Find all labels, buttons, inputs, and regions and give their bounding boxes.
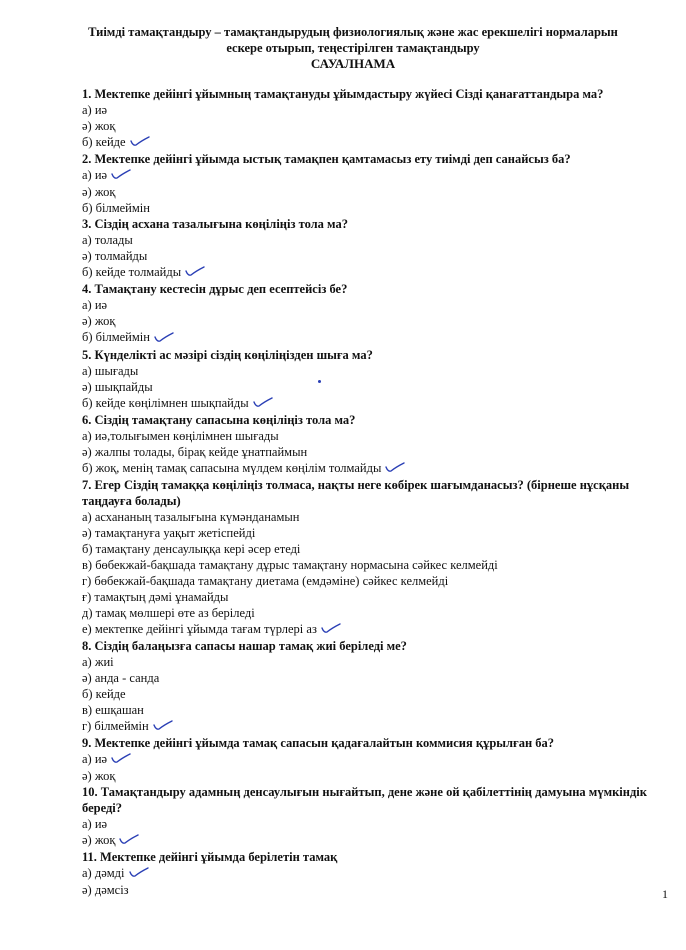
handwritten-check-icon xyxy=(129,866,149,882)
answer-option-label: а) иә xyxy=(82,103,108,117)
question-10: 10. Тамақтандыру адамның денсаулығын нығайтып, дене және ой қабілеттінің дамуына мүмкіндік береді? xyxy=(82,785,647,816)
answer-option-label: а) толады xyxy=(82,233,133,248)
handwritten-check-icon xyxy=(119,833,139,849)
answer-option-label: а) иә xyxy=(82,168,108,183)
answer-option-label: а) шығады xyxy=(82,363,139,378)
answer-option[interactable] xyxy=(82,118,662,134)
answer-option[interactable] xyxy=(82,232,662,248)
question-1: 1. Мектепке дейінгі ұйымның тамақтануды ұйымдастыру жүйесі Сізді қанағаттандыра ма? xyxy=(82,87,604,101)
answer-option[interactable] xyxy=(82,718,662,735)
answer-option[interactable] xyxy=(82,621,662,638)
handwritten-check-icon xyxy=(385,461,405,477)
answer-option-label: ә) жоқ xyxy=(82,185,116,200)
answer-option[interactable] xyxy=(82,832,662,849)
handwritten-check-icon xyxy=(321,622,341,638)
answer-option[interactable] xyxy=(82,102,662,118)
answer-option[interactable] xyxy=(82,379,662,395)
question-8: 8. Сіздің балаңызға сапасы нашар тамақ жиі беріледі ме? xyxy=(82,638,407,653)
answer-option[interactable] xyxy=(82,134,662,151)
answer-option-label: в) ешқашан xyxy=(82,702,144,717)
question-4: 4. Тамақтану кестесін дұрыс деп есептейсіз бе? xyxy=(82,282,348,297)
answer-option[interactable] xyxy=(82,363,662,379)
question-9: 9. Мектепке дейінгі ұйымда тамақ сапасын қадағалайтын коммисия құрылған ба? xyxy=(82,736,555,750)
answer-option[interactable] xyxy=(82,573,662,589)
answer-option-label: а) иә xyxy=(82,752,108,766)
answer-option-label: ә) анда - санда xyxy=(82,670,160,685)
answer-option-label: г) бөбекжай-бақшада тамақтану диетама (емдәміне) сәйкес келмейді xyxy=(82,573,449,588)
answer-option[interactable] xyxy=(82,184,662,200)
handwritten-check-icon xyxy=(154,331,174,347)
answer-option-label: а) асхананың тазалығына күмәнданамын xyxy=(82,509,300,524)
answer-option-label: ә) шықпайды xyxy=(82,379,153,394)
answer-option-label: г) білмеймін xyxy=(82,718,149,733)
answer-option-label: ә) жоқ xyxy=(82,314,116,329)
header-title-line-1: Тиімді тамақтандыру – тамақтандырудың физиологиялық және жас ерекшелігі нормаларын xyxy=(88,25,618,39)
answer-option[interactable] xyxy=(82,605,662,621)
answer-option[interactable] xyxy=(82,751,662,768)
answer-option[interactable] xyxy=(82,882,662,898)
answer-option[interactable] xyxy=(82,702,662,718)
answer-option[interactable] xyxy=(82,686,662,702)
answer-option[interactable] xyxy=(82,768,662,784)
answer-option-label: б) білмеймін xyxy=(82,330,150,345)
answer-option-label: б) кейде толмайды xyxy=(82,265,182,280)
questionnaire-body xyxy=(82,86,662,898)
answer-option-label: а) иә xyxy=(82,817,108,832)
question-2: 2. Мектепке дейінгі ұйымда ыстық тамақпен қамтамасыз ету тиімді деп санайсыз ба? xyxy=(82,152,571,167)
answer-option-label: е) мектепке дейінгі ұйымда тағам түрлері аз xyxy=(82,621,317,636)
answer-option-label: ә) жоқ xyxy=(82,833,116,848)
question-3: 3. Сіздің асхана тазалығына көңіліңіз тола ма? xyxy=(82,217,348,232)
handwritten-check-icon xyxy=(253,396,273,412)
answer-option[interactable] xyxy=(82,428,662,444)
answer-option-label: а) иә,толығымен көңілімнен шығады xyxy=(82,428,279,443)
answer-option-label: ғ) тамақтың дәмі ұнамайды xyxy=(82,589,229,604)
handwritten-check-icon xyxy=(111,168,131,184)
answer-option-label: ә) жалпы толады, бірақ кейде ұнатпаймын xyxy=(82,444,308,459)
question-6: 6. Сіздің тамақтану сапасына көңіліңіз тола ма? xyxy=(82,412,356,427)
handwritten-check-icon xyxy=(153,719,173,735)
answer-option-label: б) жоқ, менің тамақ сапасына мүлдем көңілім толмайды xyxy=(82,460,382,475)
answer-option-label: а) дәмді xyxy=(82,866,125,881)
answer-option-label: ә) жоқ xyxy=(82,119,116,133)
answer-option-label: а) иә xyxy=(82,298,108,313)
answer-option-label: д) тамақ мөлшері өте аз беріледі xyxy=(82,605,255,620)
answer-option-label: а) жиі xyxy=(82,654,114,669)
handwritten-check-icon xyxy=(111,752,131,768)
answer-option[interactable] xyxy=(82,444,662,460)
answer-option-label: ә) дәмсіз xyxy=(82,883,129,898)
handwritten-check-icon xyxy=(185,265,205,281)
answer-option[interactable] xyxy=(82,264,662,281)
handwritten-check-icon xyxy=(130,135,150,151)
answer-option[interactable] xyxy=(82,460,662,477)
page-number: 1 xyxy=(662,887,668,901)
answer-option-label: ә) жоқ xyxy=(82,769,116,784)
question-7: 7. Егер Сіздің тамаққа көңіліңіз толмаса, нақты неге көбірек шағымданасыз? (бірнеше нұсқаны таңдауға болады) xyxy=(82,477,630,508)
header-title-line-2: ескере отырып, теңестірілген тамақтандыру xyxy=(226,41,480,55)
answer-option-label: ә) тамақтануға уақыт жетіспейді xyxy=(82,525,256,540)
answer-option[interactable] xyxy=(82,313,662,329)
answer-option[interactable] xyxy=(82,557,662,573)
answer-option-label: в) бөбекжай-бақшада тамақтану дұрыс тамақтану нормасына сәйкес келмейді xyxy=(82,557,498,572)
answer-option[interactable] xyxy=(82,670,662,686)
question-11: 11. Мектепке дейінгі ұйымда берілетін тамақ xyxy=(82,850,338,865)
answer-option[interactable] xyxy=(82,541,662,557)
answer-option[interactable] xyxy=(82,865,662,882)
answer-option[interactable] xyxy=(82,200,662,216)
answer-option-label: б) кейде көңілімнен шықпайды xyxy=(82,395,249,410)
answer-option[interactable] xyxy=(82,297,662,313)
answer-option-label: б) білмеймін xyxy=(82,201,150,216)
answer-option[interactable] xyxy=(82,525,662,541)
answer-option[interactable] xyxy=(82,816,662,832)
answer-option-label: ә) толмайды xyxy=(82,249,148,264)
document-header xyxy=(60,24,646,72)
question-5: 5. Күнделікті ас мәзірі сіздің көңіліңізден шыға ма? xyxy=(82,347,373,362)
answer-option[interactable] xyxy=(82,329,662,346)
answer-option-label: б) кейде xyxy=(82,686,126,701)
answer-option[interactable] xyxy=(82,167,662,184)
ink-dot xyxy=(318,380,321,383)
answer-option[interactable] xyxy=(82,395,662,412)
answer-option-label: б) тамақтану денсаулыққа кері әсер етеді xyxy=(82,541,301,556)
answer-option-label: б) кейде xyxy=(82,135,126,149)
answer-option[interactable] xyxy=(82,654,662,670)
answer-option[interactable] xyxy=(82,509,662,525)
header-survey-label: САУАЛНАМА xyxy=(310,56,396,71)
answer-option[interactable] xyxy=(82,589,662,605)
answer-option[interactable] xyxy=(82,248,662,264)
